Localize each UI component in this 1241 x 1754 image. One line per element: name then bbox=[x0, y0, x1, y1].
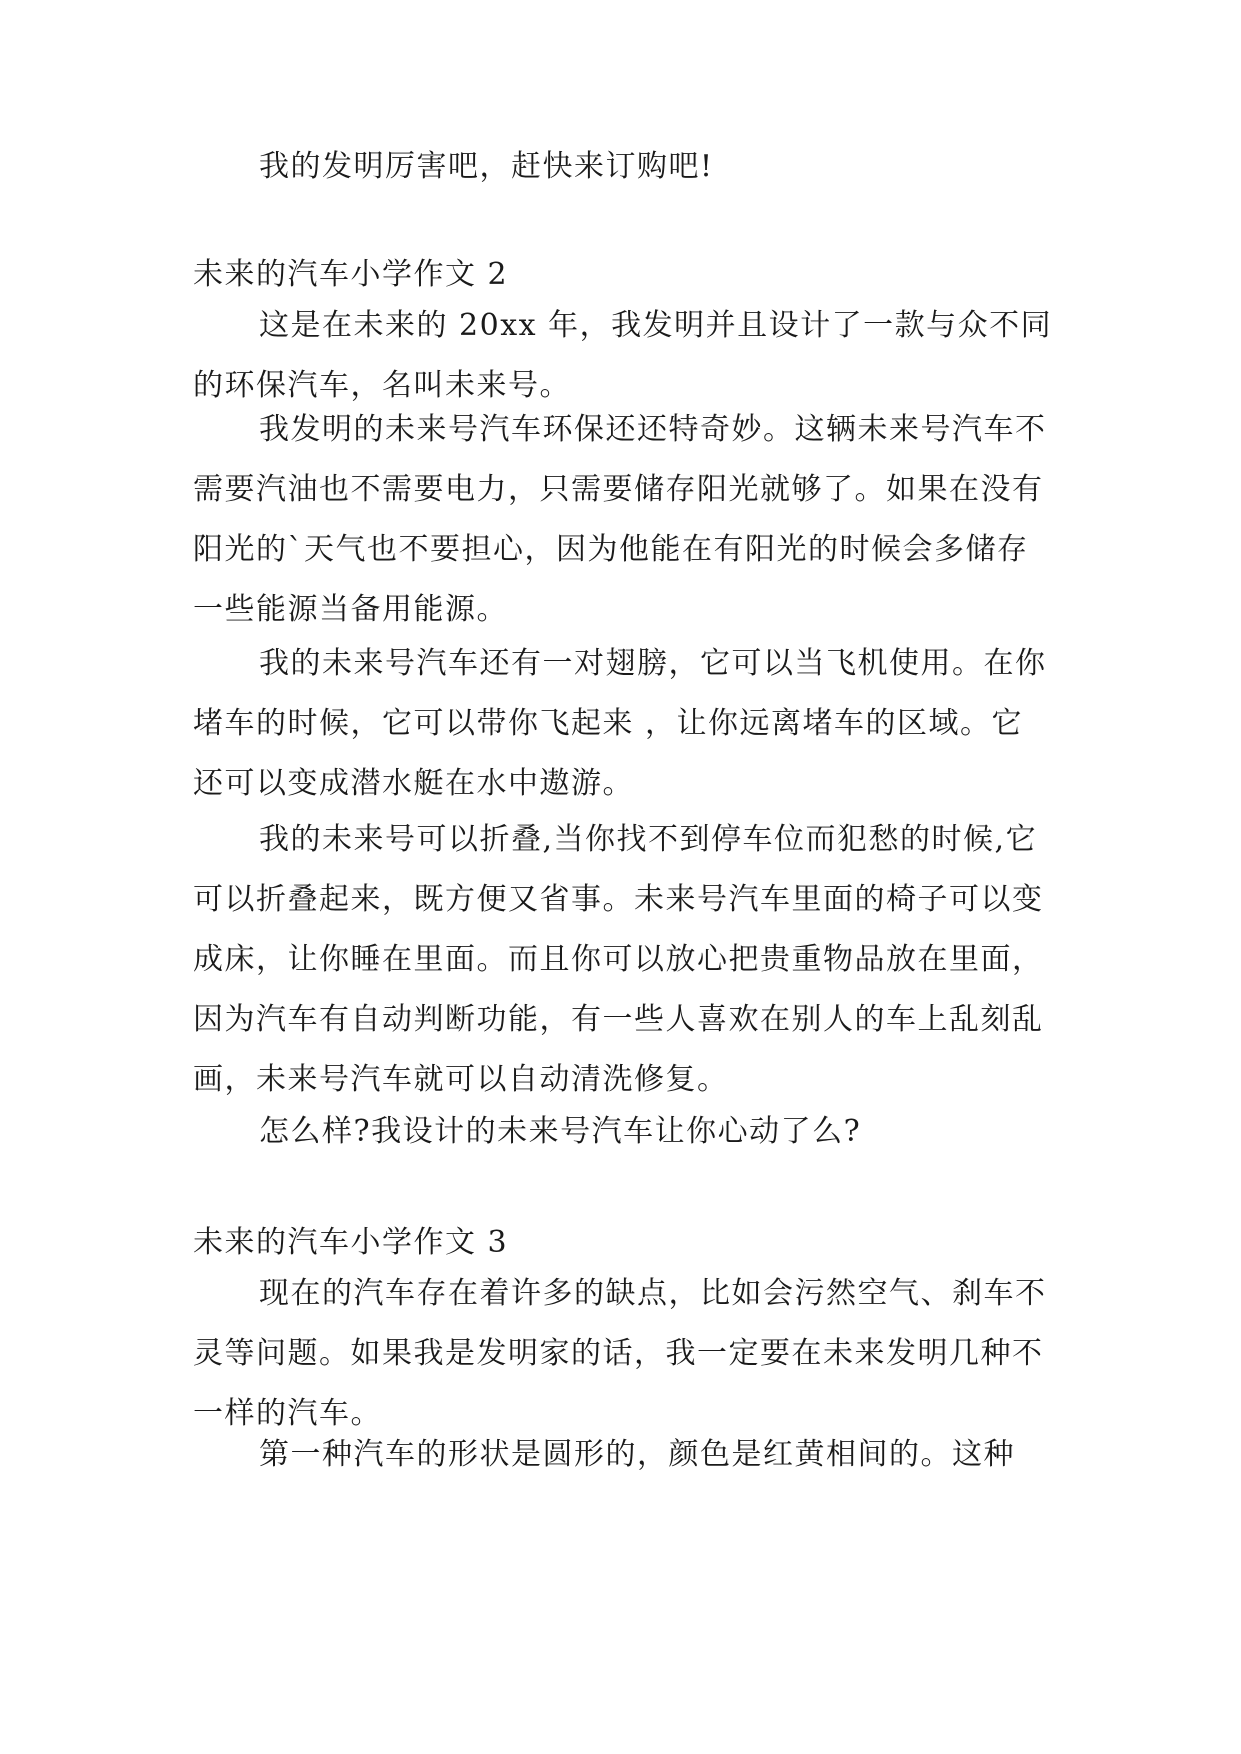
section-heading-2: 未来的汽车小学作文 2 bbox=[193, 257, 509, 292]
paragraph-2-2: 我发明的未来号汽车环保还还特奇妙。这辆未来号汽车不需要汽油也不需要电力，只需要储存阳光就够了。如果在没有阳光的`天气也不要担心，因为他能在有阳光的时候会多储存一些能源当备用能源。 bbox=[193, 412, 1047, 627]
paragraph-2-3: 我的未来号汽车还有一对翅膀，它可以当飞机使用。在你堵车的时候，它可以带你飞起来 ，让你远离堵车的区域。它还可以变成潜水艇在水中遨游。 bbox=[193, 646, 1047, 801]
paragraph-2-4: 我的未来号可以折叠,当你找不到停车位而犯愁的时候,它可以折叠起来，既方便又省事。未来号汽车里面的椅子可以变成床，让你睡在里面。而且你可以放心把贵重物品放在里面，因为汽车有自动判断功能，有一些人喜欢在别人的车上乱刻乱画，未来号汽车就可以自动清洗修复。 bbox=[193, 822, 1044, 1097]
paragraph-2-5: 怎么样?我设计的未来号汽车让你心动了么? bbox=[259, 1114, 862, 1149]
paragraph-3-2: 第一种汽车的形状是圆形的，颜色是红黄相间的。这种 bbox=[259, 1437, 1015, 1472]
intro-paragraph: 我的发明厉害吧，赶快来订购吧! bbox=[259, 149, 714, 184]
paragraph-2-1: 这是在未来的 20xx 年，我发明并且设计了一款与众不同的环保汽车，名叫未来号。 bbox=[193, 308, 1053, 403]
section-heading-3: 未来的汽车小学作文 3 bbox=[193, 1225, 509, 1260]
paragraph-3-1: 现在的汽车存在着许多的缺点，比如会污然空气、刹车不灵等问题。如果我是发明家的话，我一定要在未来发明几种不一样的汽车。 bbox=[193, 1276, 1047, 1431]
